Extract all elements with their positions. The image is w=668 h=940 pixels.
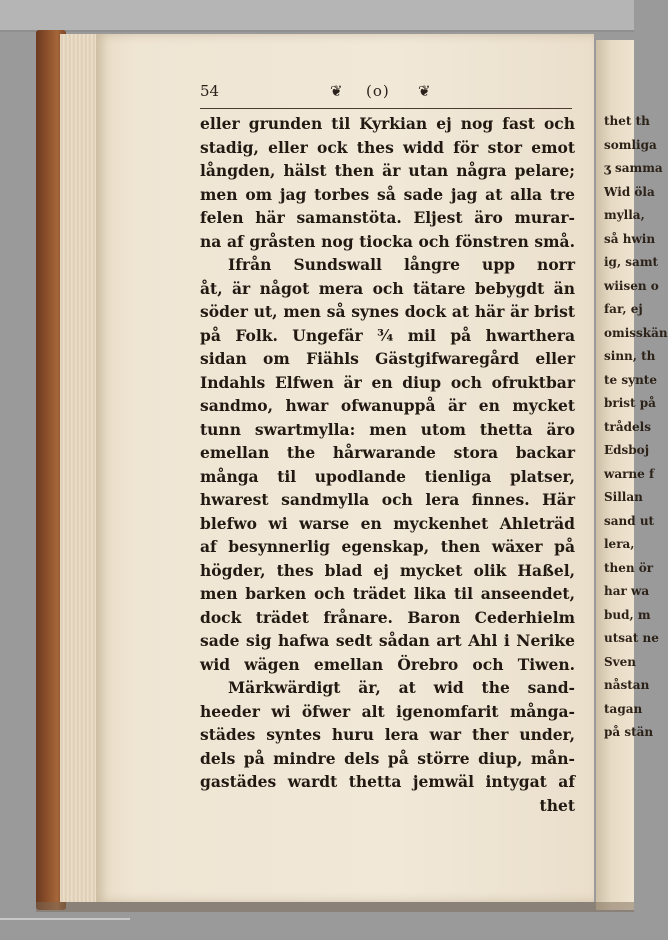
- facing-page-fragment: utsat ne: [604, 631, 659, 645]
- scanner-clip: [0, 918, 130, 920]
- text-line: dock trädet frånare. Baron Cederhielm: [200, 607, 575, 627]
- facing-page-fragment: bud, m: [604, 607, 651, 622]
- facing-page-fragment: på stän: [604, 725, 654, 739]
- text-line: långden, hälst then är utan några pelare;: [200, 161, 575, 180]
- facing-page-fragment: then ör: [604, 560, 654, 575]
- text-line: söder ut, men så synes dock at här är brist: [200, 302, 575, 321]
- body-text: [200, 112, 575, 817]
- text-line: Indahls Elfwen är en diup och ofruktbar: [200, 372, 575, 392]
- text-line: heeder wi öfwer alt igenomfarit många-: [200, 701, 575, 721]
- facing-page-fragment: tagan: [604, 701, 643, 716]
- catchword: thet: [539, 795, 575, 815]
- facing-page-fragment: ʒ samma: [604, 161, 663, 175]
- page-edges: [60, 34, 100, 902]
- text-line: åt, är något mera och tätare bebygdt än: [200, 278, 575, 298]
- scanner-bed: [0, 0, 634, 30]
- page-bottom-shadow: [36, 902, 634, 912]
- text-line: hwarest sandmylla och lera finnes. Här: [200, 490, 575, 509]
- text-line: sandmo, hwar ofwanuppå är en mycket: [200, 396, 575, 415]
- facing-page-fragment: nåstan: [604, 678, 650, 692]
- facing-page-fragment: thet th: [604, 114, 650, 128]
- text-line: wid wägen emellan Örebro och Tiwen.: [200, 654, 575, 674]
- facing-page-fragment: wiisen o: [604, 278, 659, 293]
- text-line: högder, thes blad ej mycket olik Haßel,: [200, 560, 575, 580]
- text-line: på Folk. Ungefär ¾ mil på hwarthera: [200, 325, 575, 345]
- signature-mark: (o): [366, 82, 390, 100]
- text-line: stadig, eller ock thes widd för stor emot: [200, 137, 575, 157]
- facing-page-fragment: så hwin: [604, 231, 656, 246]
- text-line: felen här samanstöta. Eljest äro murar-: [200, 208, 575, 227]
- text-line: sidan om Fiähls Gästgifwaregård eller: [200, 349, 575, 368]
- facing-page-edge: [596, 40, 668, 910]
- text-line: na af gråsten nog tiocka och fönstren små.: [200, 231, 575, 251]
- facing-page-fragment: te synte: [604, 372, 657, 387]
- facing-page-fragment: lera,: [604, 537, 635, 551]
- facing-page-fragment: somliga: [604, 137, 657, 152]
- text-line: blefwo wi warse en myckenhet Ahleträd: [200, 513, 575, 533]
- facing-page-fragment: Sillan: [604, 490, 643, 504]
- facing-page-fragment: sand ut: [604, 513, 655, 528]
- page-header: [200, 82, 572, 106]
- text-line: Ifrån Sundswall långre upp norr: [228, 255, 575, 274]
- facing-page-fragment: warne f: [604, 466, 655, 481]
- facing-page-fragment: mylla,: [604, 208, 645, 222]
- text-line: men barken och trädet lika til anseendet,: [200, 584, 575, 603]
- facing-page-fragment: Sven: [604, 654, 636, 669]
- facing-page-text: [596, 40, 668, 745]
- text-line: sade sig hafwa sedt sådan art Ahl i Nerike: [200, 631, 575, 650]
- facing-page-fragment: ig, samt: [604, 255, 659, 269]
- facing-page-fragment: omisskän: [604, 325, 668, 340]
- text-line: tunn swartmylla: men utom thetta äro: [200, 419, 575, 439]
- text-line: af besynnerlig egenskap, then wäxer på: [200, 537, 575, 556]
- facing-page-fragment: har wa: [604, 584, 650, 598]
- facing-page-fragment: trådels: [604, 419, 651, 434]
- ornament-left-icon: ❦: [330, 82, 343, 100]
- text-line: dels på mindre dels på större diup, mån-: [200, 748, 575, 768]
- text-line: men om jag torbes så sade jag at alla tre: [200, 184, 575, 204]
- header-rule: [200, 108, 572, 109]
- ornament-right-icon: ❦: [418, 82, 431, 100]
- text-line: många til upodlande tienliga platser,: [200, 466, 575, 486]
- text-line: gastädes wardt thetta jemwäl intygat af: [200, 772, 575, 791]
- facing-page-fragment: brist på: [604, 396, 656, 410]
- text-line: eller grunden til Kyrkian ej nog fast och: [200, 114, 575, 133]
- facing-page-fragment: far, ej: [604, 302, 643, 316]
- text-line: emellan the hårwarande stora backar: [200, 443, 575, 462]
- text-line: städes syntes huru lera war ther under,: [200, 725, 575, 744]
- text-line: Märkwärdigt är, at wid the sand-: [228, 678, 575, 697]
- page-number: 54: [200, 82, 220, 100]
- facing-page-fragment: Edsboj: [604, 443, 650, 457]
- facing-page-fragment: Wid öla: [604, 184, 655, 199]
- facing-page-fragment: sinn, th: [604, 349, 656, 363]
